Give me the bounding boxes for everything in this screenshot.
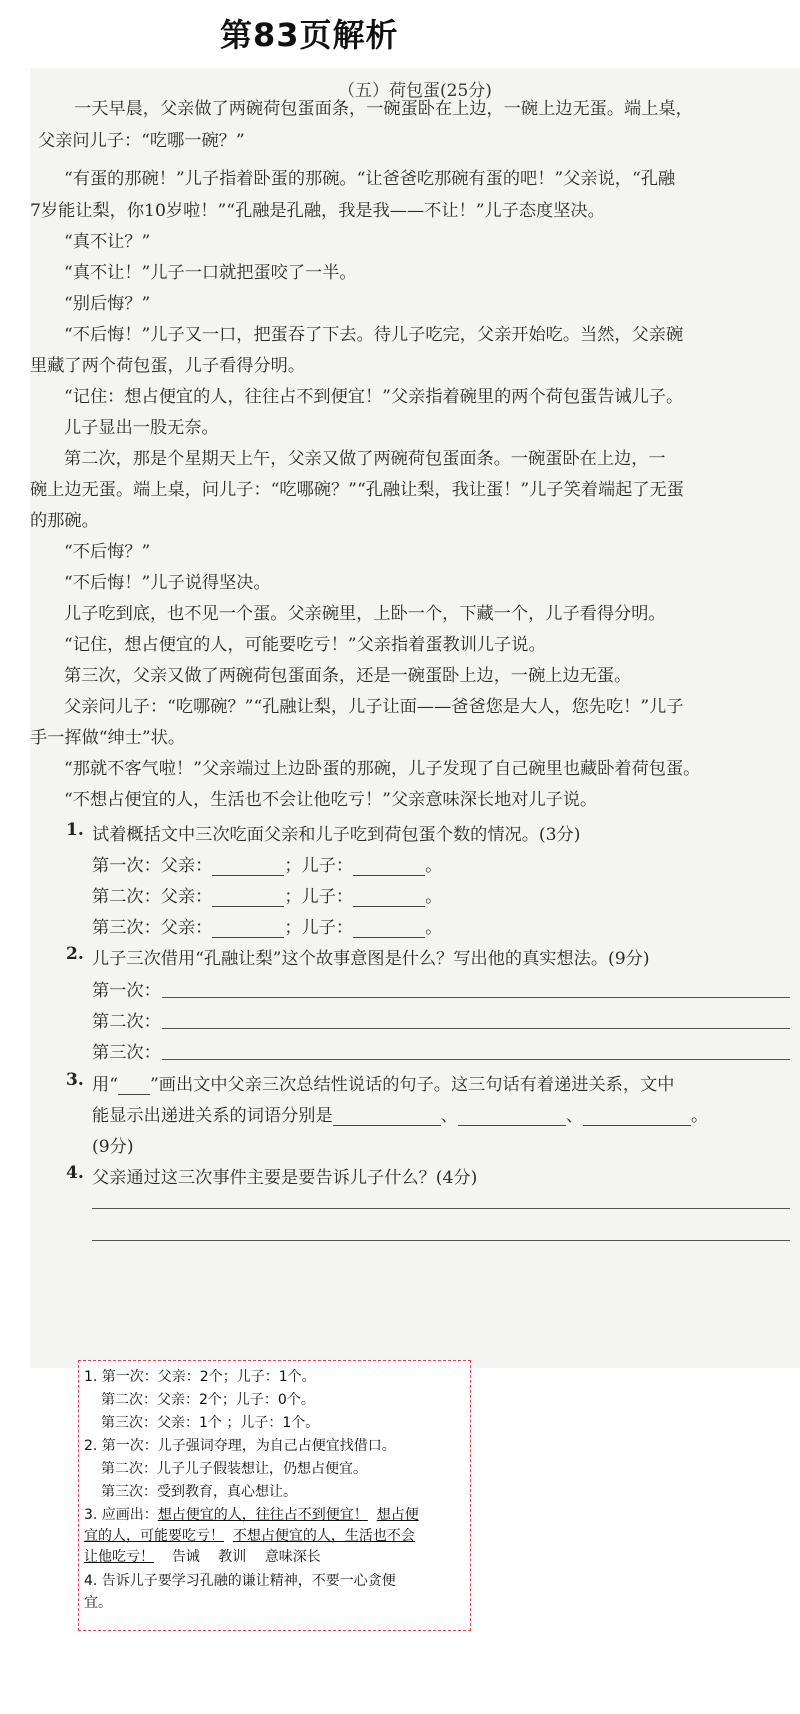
question-3-score: (9分)	[92, 1137, 134, 1157]
section-title: （五）荷包蛋(25分)	[338, 81, 492, 101]
answer-blank[interactable]	[353, 857, 425, 876]
answer-line-text: 宜的人，可能要吃亏！ 不想占便宜的人，生活也不会	[84, 1528, 415, 1544]
question-3-number: 3.	[66, 1070, 84, 1090]
answer-box	[78, 1360, 471, 1631]
answer-line-text: 1. 第一次：父亲：2个；儿子：1个。	[84, 1369, 316, 1385]
answer-blank[interactable]	[458, 1107, 566, 1126]
question-1-row: 第三次：父亲： ；儿子： 。	[92, 918, 443, 938]
answer-line-text: 宜。	[84, 1595, 112, 1611]
answer-blank[interactable]	[212, 919, 284, 938]
passage-line: 手一挥做“绅士”状。	[30, 728, 186, 748]
question-2-text: 儿子三次借用“孔融让梨”这个故事意图是什么？写出他的真实想法。(9分)	[92, 949, 650, 969]
passage-line: 父亲问儿子：“吃哪碗？”“孔融让梨，儿子让面——爸爸您是大人，您先吃！”儿子	[64, 697, 684, 717]
answer-blank[interactable]	[353, 919, 425, 938]
answer-line[interactable]	[92, 1208, 790, 1209]
passage-line: 儿子显出一股无奈。	[64, 418, 219, 438]
answer-blank[interactable]	[583, 1107, 691, 1126]
scanned-page	[30, 68, 800, 1368]
answer-line-text: 第三次：父亲：1个 ；儿子：1个。	[101, 1415, 320, 1431]
passage-line: “不想占便宜的人，生活也不会让他吃亏！”父亲意味深长地对儿子说。	[64, 790, 598, 810]
answer-blank[interactable]	[212, 888, 284, 907]
question-1-row: 第二次：父亲： ；儿子： 。	[92, 887, 443, 907]
passage-line: 儿子吃到底，也不见一个蛋。父亲碗里，上卧一个，下藏一个，儿子看得分明。	[64, 604, 666, 624]
answer-line-text: 第二次：父亲：2个；儿子：0个。	[101, 1392, 315, 1408]
passage-line: 第二次，那是个星期天上午，父亲又做了两碗荷包蛋面条。一碗蛋卧在上边，一	[64, 449, 666, 469]
passage-line: “记住：想占便宜的人，往往占不到便宜！”父亲指着碗里的两个荷包蛋告诫儿子。	[64, 387, 684, 407]
answer-blank[interactable]	[353, 888, 425, 907]
passage-line: 一天早晨，父亲做了两碗荷包蛋面条，一碗蛋卧在上边，一碗上边无蛋。端上桌，	[74, 99, 693, 119]
answer-line[interactable]	[162, 1028, 790, 1029]
question-1-number: 1.	[66, 820, 84, 840]
passage-line: “那就不客气啦！”父亲端过上边卧蛋的那碗，儿子发现了自己碗里也藏卧着荷包蛋。	[64, 759, 701, 779]
answer-line-text: 2. 第一次：儿子强词夺理，为自己占便宜找借口。	[84, 1438, 396, 1454]
passage-line: 父亲问儿子：“吃哪一碗？”	[38, 131, 245, 151]
passage-line: “有蛋的那碗！”儿子指着卧蛋的那碗。“让爸爸吃那碗有蛋的吧！”父亲说，“孔融	[64, 169, 676, 189]
answer-blank[interactable]	[212, 857, 284, 876]
question-3-line2: 能显示出递进关系的词语分别是 、 、 。	[92, 1106, 709, 1126]
passage-line: “真不让？”	[64, 232, 151, 252]
question-3-text: 用“ ”画出文中父亲三次总结性说话的句子。这三句话有着递进关系，文中	[92, 1075, 675, 1095]
answer-line-text: 3. 应画出：想占便宜的人，往往占不到便宜！ 想占便	[84, 1507, 419, 1523]
passage-line: 碗上边无蛋。端上桌，问儿子：“吃哪碗？”“孔融让梨，我让蛋！”儿子笑着端起了无蛋	[30, 480, 684, 500]
answer-line[interactable]	[92, 1240, 790, 1241]
answer-line[interactable]	[162, 997, 790, 998]
question-2-row-label: 第三次：	[92, 1043, 161, 1063]
passage-line: 的那碗。	[30, 511, 99, 531]
question-4-number: 4.	[66, 1163, 84, 1183]
answer-line-text: 第三次：受到教育，真心想让。	[101, 1484, 297, 1500]
passage-line: “不后悔？”	[64, 542, 151, 562]
underline-mark	[118, 1076, 150, 1095]
passage-line: 里藏了两个荷包蛋，儿子看得分明。	[30, 356, 306, 376]
answer-line-text: 第二次：儿子儿子假装想让，仍想占便宜。	[101, 1461, 367, 1477]
question-2-row-label: 第一次：	[92, 981, 161, 1001]
question-4-text: 父亲通过这三次事件主要是要告诉儿子什么？(4分)	[92, 1168, 478, 1188]
passage-line: “不后悔！”儿子又一口，把蛋吞了下去。待儿子吃完，父亲开始吃。当然，父亲碗	[64, 325, 684, 345]
answer-line[interactable]	[162, 1059, 790, 1060]
passage-line: “不后悔！”儿子说得坚决。	[64, 573, 271, 593]
passage-line: “真不让！”儿子一口就把蛋咬了一半。	[64, 263, 357, 283]
answer-line-text: 让他吃亏！ 告诫 教训 意味深长	[84, 1549, 321, 1565]
passage-line: 第三次，父亲又做了两碗荷包蛋面条，还是一碗蛋卧上边，一碗上边无蛋。	[64, 666, 632, 686]
question-2-number: 2.	[66, 944, 84, 964]
passage-line: “记住，想占便宜的人，可能要吃亏！”父亲指着蛋教训儿子说。	[64, 635, 546, 655]
answer-blank[interactable]	[333, 1107, 441, 1126]
question-1-text: 试着概括文中三次吃面父亲和儿子吃到荷包蛋个数的情况。(3分)	[92, 825, 581, 845]
question-2-row-label: 第二次：	[92, 1012, 161, 1032]
question-1-row: 第一次：父亲： ；儿子： 。	[92, 856, 443, 876]
passage-line: 7岁能让梨，你10岁啦！”“孔融是孔融，我是我——不让！”儿子态度坚决。	[30, 201, 605, 221]
passage-line: “别后悔？”	[64, 294, 151, 314]
page-title: 第83页解析	[220, 16, 399, 54]
answer-line-text: 4. 告诉儿子要学习孔融的谦让精神，不要一心贪便	[84, 1573, 396, 1589]
